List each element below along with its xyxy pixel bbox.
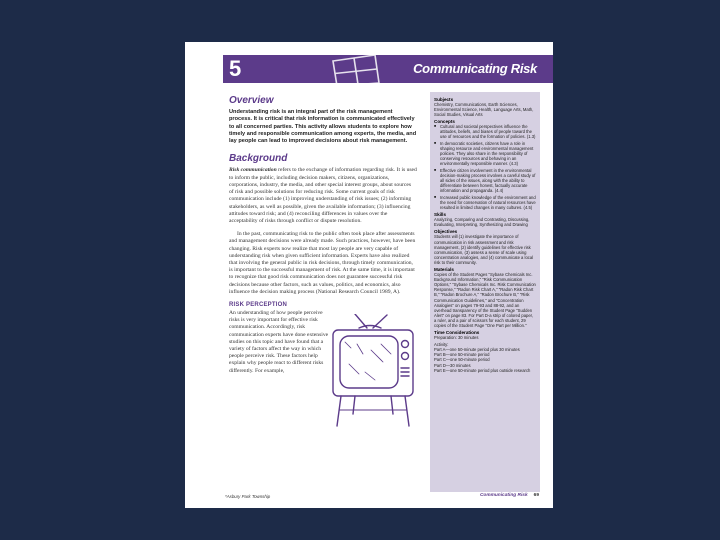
objectives-text: Students will (1) investigate the importance of communication in risk assessment and risk management, (2) identify guidelines for effective risk communication, (3) assess a sense of scale using concentration analogies, and (4) communicate a local risk to their community. [434,234,534,265]
background-paragraph-1-text: refers to the exchange of information regarding risk. It is used to inform the public, including decision makers, citizens, organizations, corporations, industry, the media, and other special interest groups, about sources of risk and possible solutions for reducing risk. Some current goals of risk communication include (1) improving understanding of risk issues; (2) informing stakeholders, as well as possible, given the available information; (3) influencing attitudes toward risk; and (4) reconciling differences in values over the acceptability of risks through conflict or dispute resolution. [229,167,417,224]
concept-item: ■ Effective citizen involvement in the environmental decision-making process involves a careful study of all sides of the issues, along with the ability to differentiate between honest, factually accurate information and propaganda. (4.4) [434,168,536,193]
background-heading: Background [229,153,288,165]
concept-item: ■ Cultural and societal perspectives influence the attitudes, beliefs, and biases of people toward the use of resources and the formation of policies. (1.3) [434,124,536,139]
overview-heading: Overview [229,95,274,106]
overview-lead: Understanding risk is an integral part of the risk management process. It is critical that risk information is communicated effectively to all concerned parties. This activity allows students to explore how timely and responsible communication among experts, the media, and lay people can lead to improved decisions about risk management. [229,109,417,145]
main-column [229,95,417,430]
time-heading: Time Considerations [434,330,480,336]
time-line: Part B—one 50-minute period [434,352,490,358]
risk-perception-text: An understanding of how people perceive risks is very important for effective risk communication. Accordingly, risk communication experts have done extensive studies on this topic and have found that a variety of factors affect the way in which people perceive risk. These factors help explain why people react to different risks differently. For example, [229,309,329,374]
television-illustration [329,314,417,432]
materials-heading: Materials [434,267,454,273]
skills-text: Analyzing, Comparing and Contrasting, Discussing, Evaluating, Interpreting, Synthesizing and Drawing [434,217,530,228]
chapter-banner [223,55,553,83]
skills-heading: Skills [434,212,447,218]
concept-item: ■ Increased public knowledge of the environment and the need for conservation of natural resources have resulted in limited changes in many cultures. (4.5) [434,195,536,210]
time-line: Preparation: 30 minutes [434,335,479,341]
background-paragraph-1 [229,167,417,225]
subjects-heading: Subjects [434,97,454,102]
page-number: 69 [533,493,539,498]
chapter-number: 5 [229,56,242,81]
footer-note: *Asbury Park Township [225,494,271,499]
materials-text: Copies of the Student Pages "Sybase Chemicals Inc. Background Information," "Risk Communication Options," "Sybase Chemicals Inc. Risk Communication Response," "Radon Risk Chart A," "Radon Risk Chart B," "Radon Brochure A," "Radon Brochure B," "Risk Communication Guidelines," and "Concentration Analogies" on pages 79-93 and 88-92, and an overhead transparency of the Student Page "Sudden Alert" on page 83. For Part D-a strip of colored paper, a ruler, and a pair of scissors for each student, 29 copies of the Student Page "One Part per Million." [434,272,536,328]
time-line: Part A—one 50-minute period plus 30 minutes [434,347,520,353]
document-page [185,42,553,508]
subjects-text: Chemistry, Communications, Earth Sciences, Environmental Science, Health, Language Arts, Math, Social Studies, Visual Arts [434,102,534,118]
term-risk-communication: Risk communication [229,167,277,174]
time-line: Part E—one 50-minute period plus outside research [434,367,531,373]
time-line: Activity: [434,342,449,348]
concept-item: ■ In democratic societies, citizens have a role in shaping resource and environmental management policies. They also share in the responsibility of conserving resources and behaving in an environmentally responsible manner. (4.3) [434,141,536,166]
risk-perception-heading: RISK PERCEPTION [229,301,288,308]
footer-chapter-label: Communicating Risk [479,493,528,498]
page-footer [480,493,539,498]
sidebar-box [430,92,540,492]
objectives-heading: Objectives [434,229,458,235]
time-line: Part D—30 minutes [434,362,471,368]
risk-perception-section [229,310,417,430]
window-graphic-icon [327,53,383,87]
concepts-heading: Concepts [434,119,455,125]
background-paragraph-2: In the past, communicating risk to the public often took place after assessments and management decisions were already made. Such practices, however, have been changing. Risk experts now realize that most lay people are very capable of understanding risk when given sufficient information. Experts have also realized that involving the general public in risk decisions, through timely communication, is important to the successful management of risk. At the same time, it is important to recognize that good risk communication does not guarantee successful risk decisions because other factors, such as values, politics, and economics, also influence the decision making process (National Research Council 1989, A). [229,231,416,295]
chapter-title: Communicating Risk [413,61,537,76]
time-line: Part C—one 50-minute period [434,357,490,363]
